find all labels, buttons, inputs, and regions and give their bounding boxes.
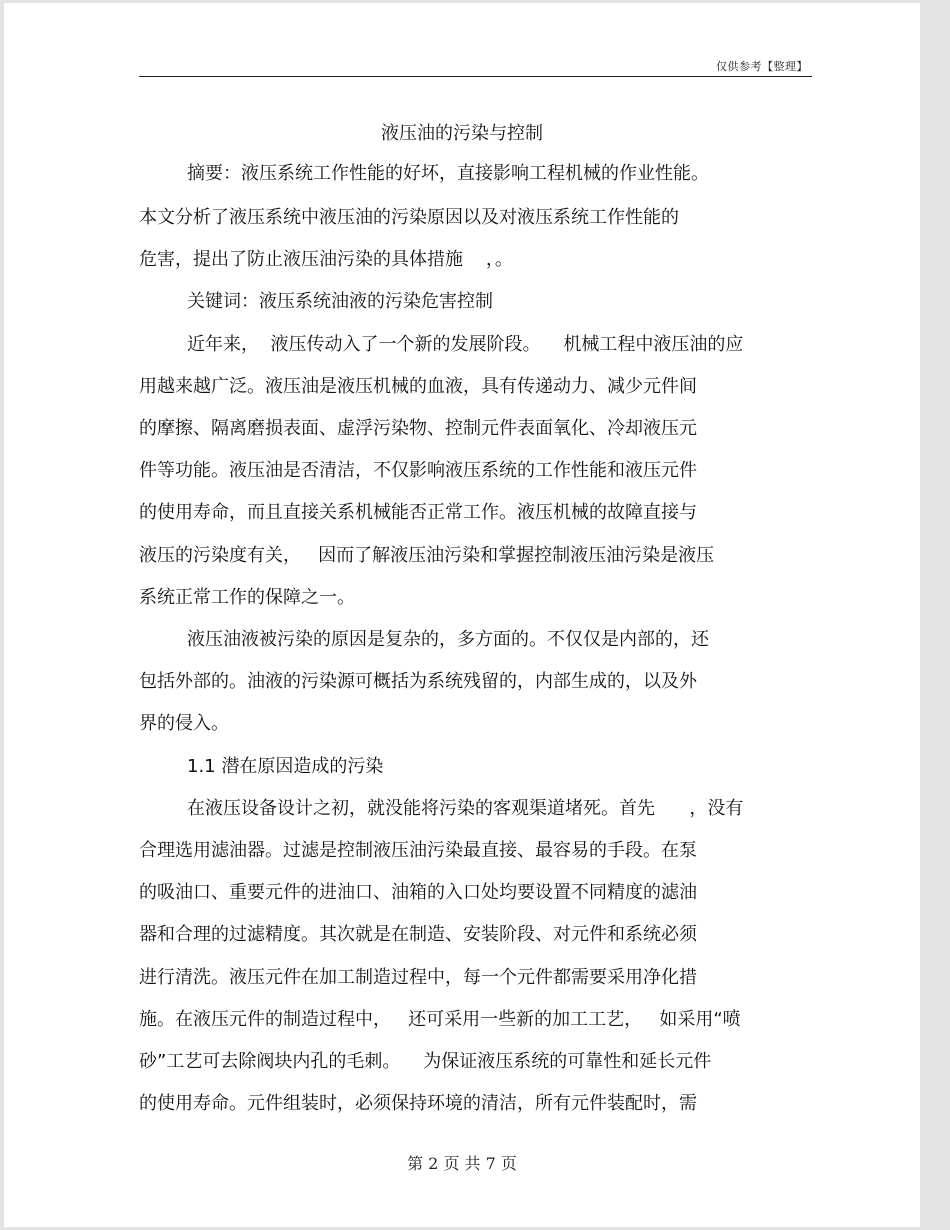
body-line: 件等功能。液压油是否清洁，不仅影响液压系统的工作性能和液压元件 (139, 460, 697, 481)
document-page (4, 3, 920, 1227)
body-line: 的吸油口、重要元件的进油口、油箱的入口处均要设置不同精度的滤油 (139, 882, 697, 903)
body-line: 液压油液被污染的原因是复杂的，多方面的。不仅仅是内部的，还 (187, 629, 709, 650)
header-note: 仅供参考【整理】 (716, 60, 808, 73)
body-line: 危害，提出了防止液压油污染的具体措施 ，。 (139, 249, 513, 270)
body-line: 施。在液压元件的制造过程中， 还可采用一些新的加工工艺， 如采用“喷 (139, 1009, 741, 1030)
body-line: 器和合理的过滤精度。其次就是在制造、安装阶段、对元件和系统必须 (139, 924, 697, 945)
header-rule (139, 76, 812, 77)
body-line: 本文分析了液压系统中液压油的污染原因以及对液压系统工作性能的 (139, 207, 679, 228)
body-line: 包括外部的。油液的污染源可概括为系统残留的，内部生成的，以及外 (139, 671, 697, 692)
body-line: 用越来越广泛。液压油是液压机械的血液，具有传递动力、减少元件间 (139, 376, 697, 397)
body-line: 摘要：液压系统工作性能的好坏，直接影响工程机械的作业性能。 (187, 163, 709, 184)
body-line: 在液压设备设计之初，就没能将污染的客观渠道堵死。首先 ，没有 (187, 798, 744, 819)
body-line: 的摩擦、隔离磨损表面、虚浮污染物、控制元件表面氧化、冷却液压元 (139, 418, 697, 439)
body-line: 进行清洗。液压元件在加工制造过程中，每一个元件都需要采用净化措 (139, 967, 697, 988)
body-line: 的使用寿命，而且直接关系机械能否正常工作。液压机械的故障直接与 (139, 502, 697, 523)
body-line: 砂”工艺可去除阀块内孔的毛刺。 为保证液压系统的可靠性和延长元件 (139, 1051, 712, 1072)
body-line: 液压的污染度有关， 因而了解液压油污染和掌握控制液压油污染是液压 (139, 545, 715, 566)
document-title: 液压油的污染与控制 (381, 123, 543, 144)
body-line: 的使用寿命。元件组装时，必须保持环境的清洁，所有元件装配时，需 (139, 1093, 697, 1114)
body-line: 合理选用滤油器。过滤是控制液压油污染最直接、最容易的手段。在泵 (139, 840, 697, 861)
page-number: 第 2 页 共 7 页 (407, 1154, 517, 1173)
section-heading: 1.1 潜在原因造成的污染 (187, 756, 384, 777)
body-line: 近年来， 液压传动入了一个新的发展阶段。 机械工程中液压油的应 (187, 334, 744, 355)
body-line: 关键词：液压系统油液的污染危害控制 (187, 291, 493, 312)
body-line: 系统正常工作的保障之一。 (139, 587, 355, 608)
body-line: 界的侵入。 (139, 713, 229, 734)
